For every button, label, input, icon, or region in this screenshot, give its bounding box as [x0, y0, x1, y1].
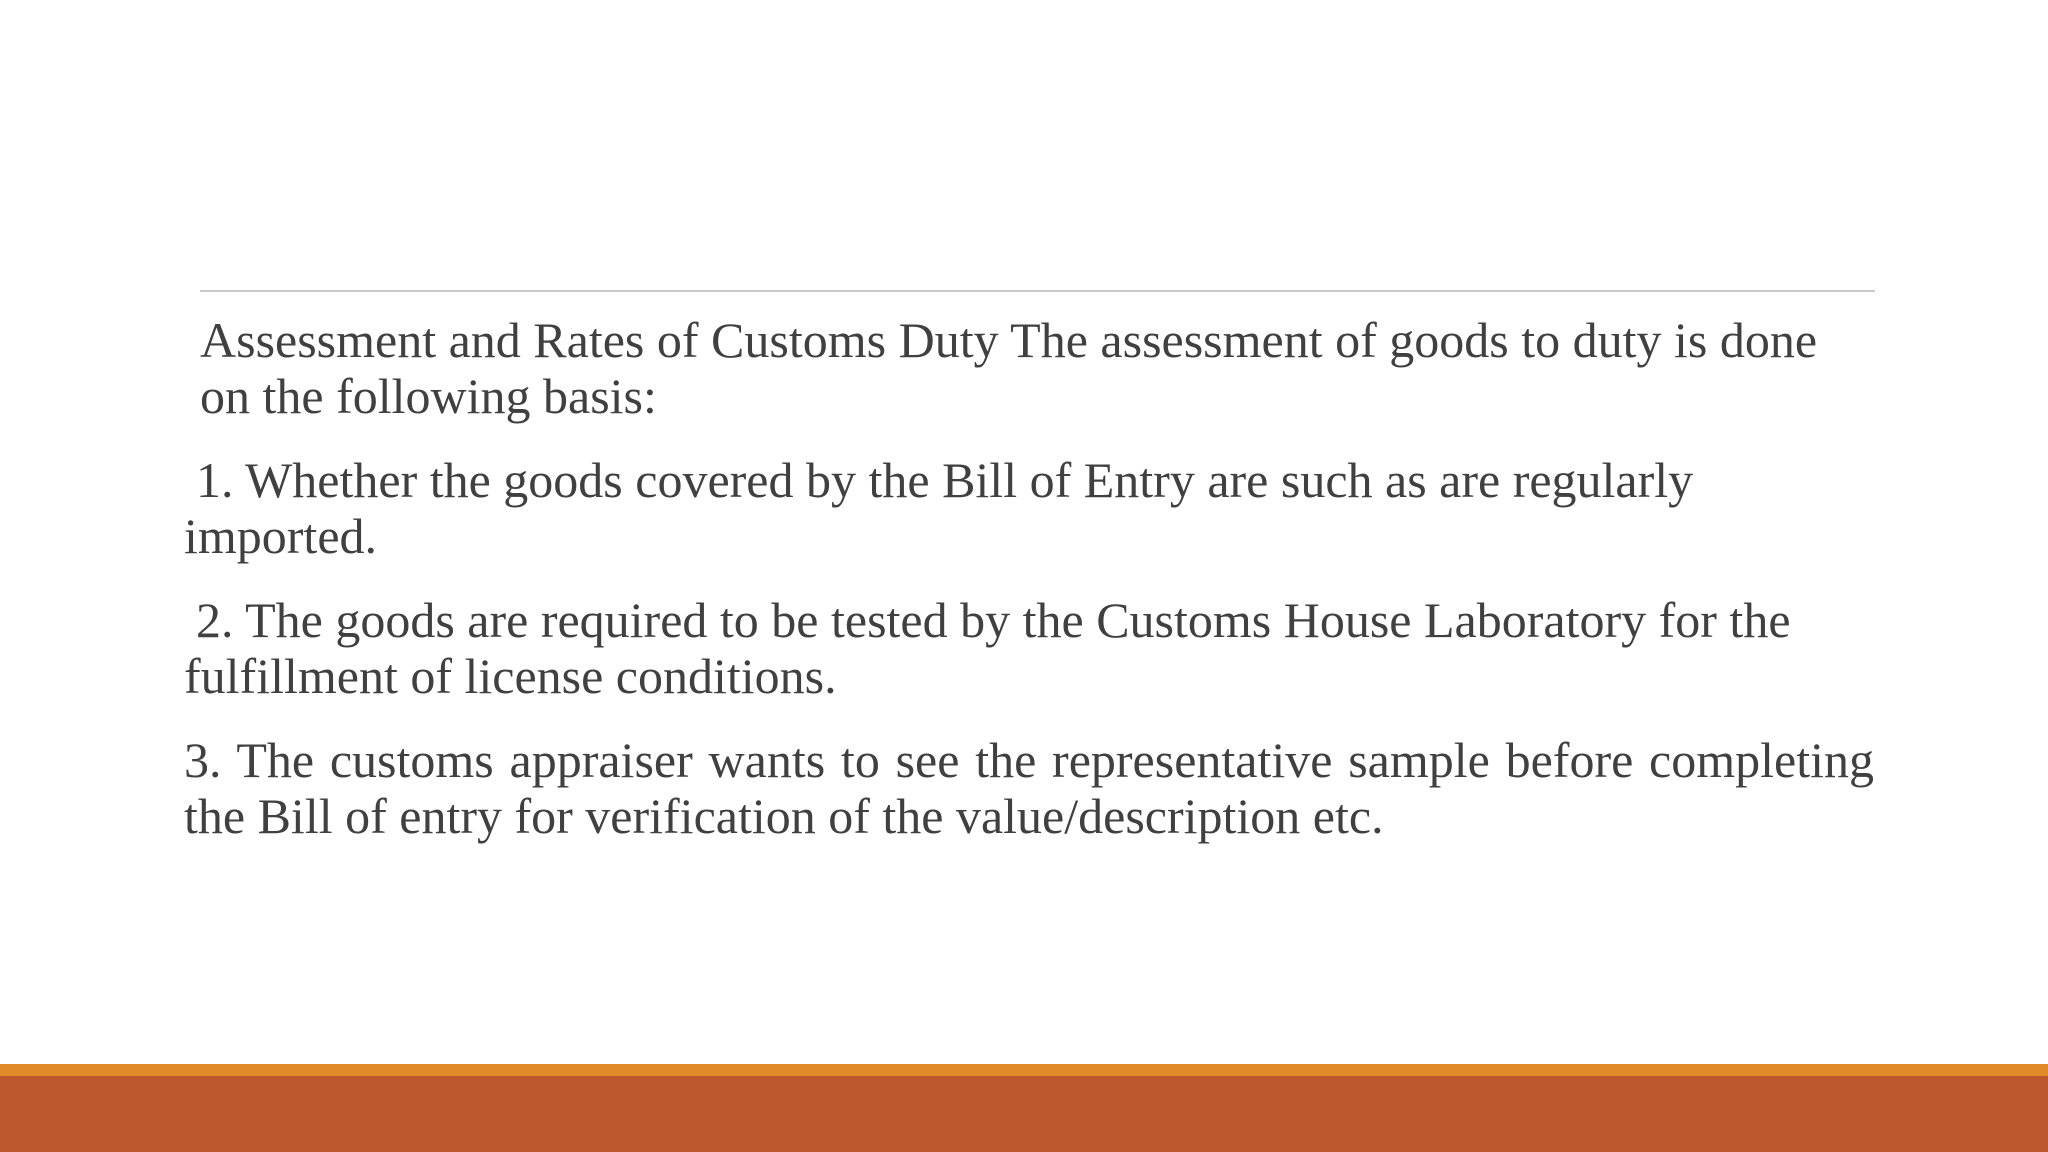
basis-item-3: 3. The customs appraiser wants to see the representative sample before completing the Bill of entry for verification of the value/description etc. — [184, 732, 1874, 844]
slide-body — [184, 312, 1874, 872]
footer-band — [0, 1076, 2048, 1152]
footer-accent-stripe — [0, 1064, 2048, 1076]
intro-paragraph: Assessment and Rates of Customs Duty The assessment of goods to duty is done on the following basis: — [200, 312, 1818, 424]
title-divider — [200, 290, 1875, 292]
basis-item-2: 2. The goods are required to be tested by the Customs House Laboratory for the fulfillment of license conditions. — [184, 592, 1791, 704]
basis-item-1: 1. Whether the goods covered by the Bill of Entry are such as are regularly imported. — [184, 452, 1694, 564]
